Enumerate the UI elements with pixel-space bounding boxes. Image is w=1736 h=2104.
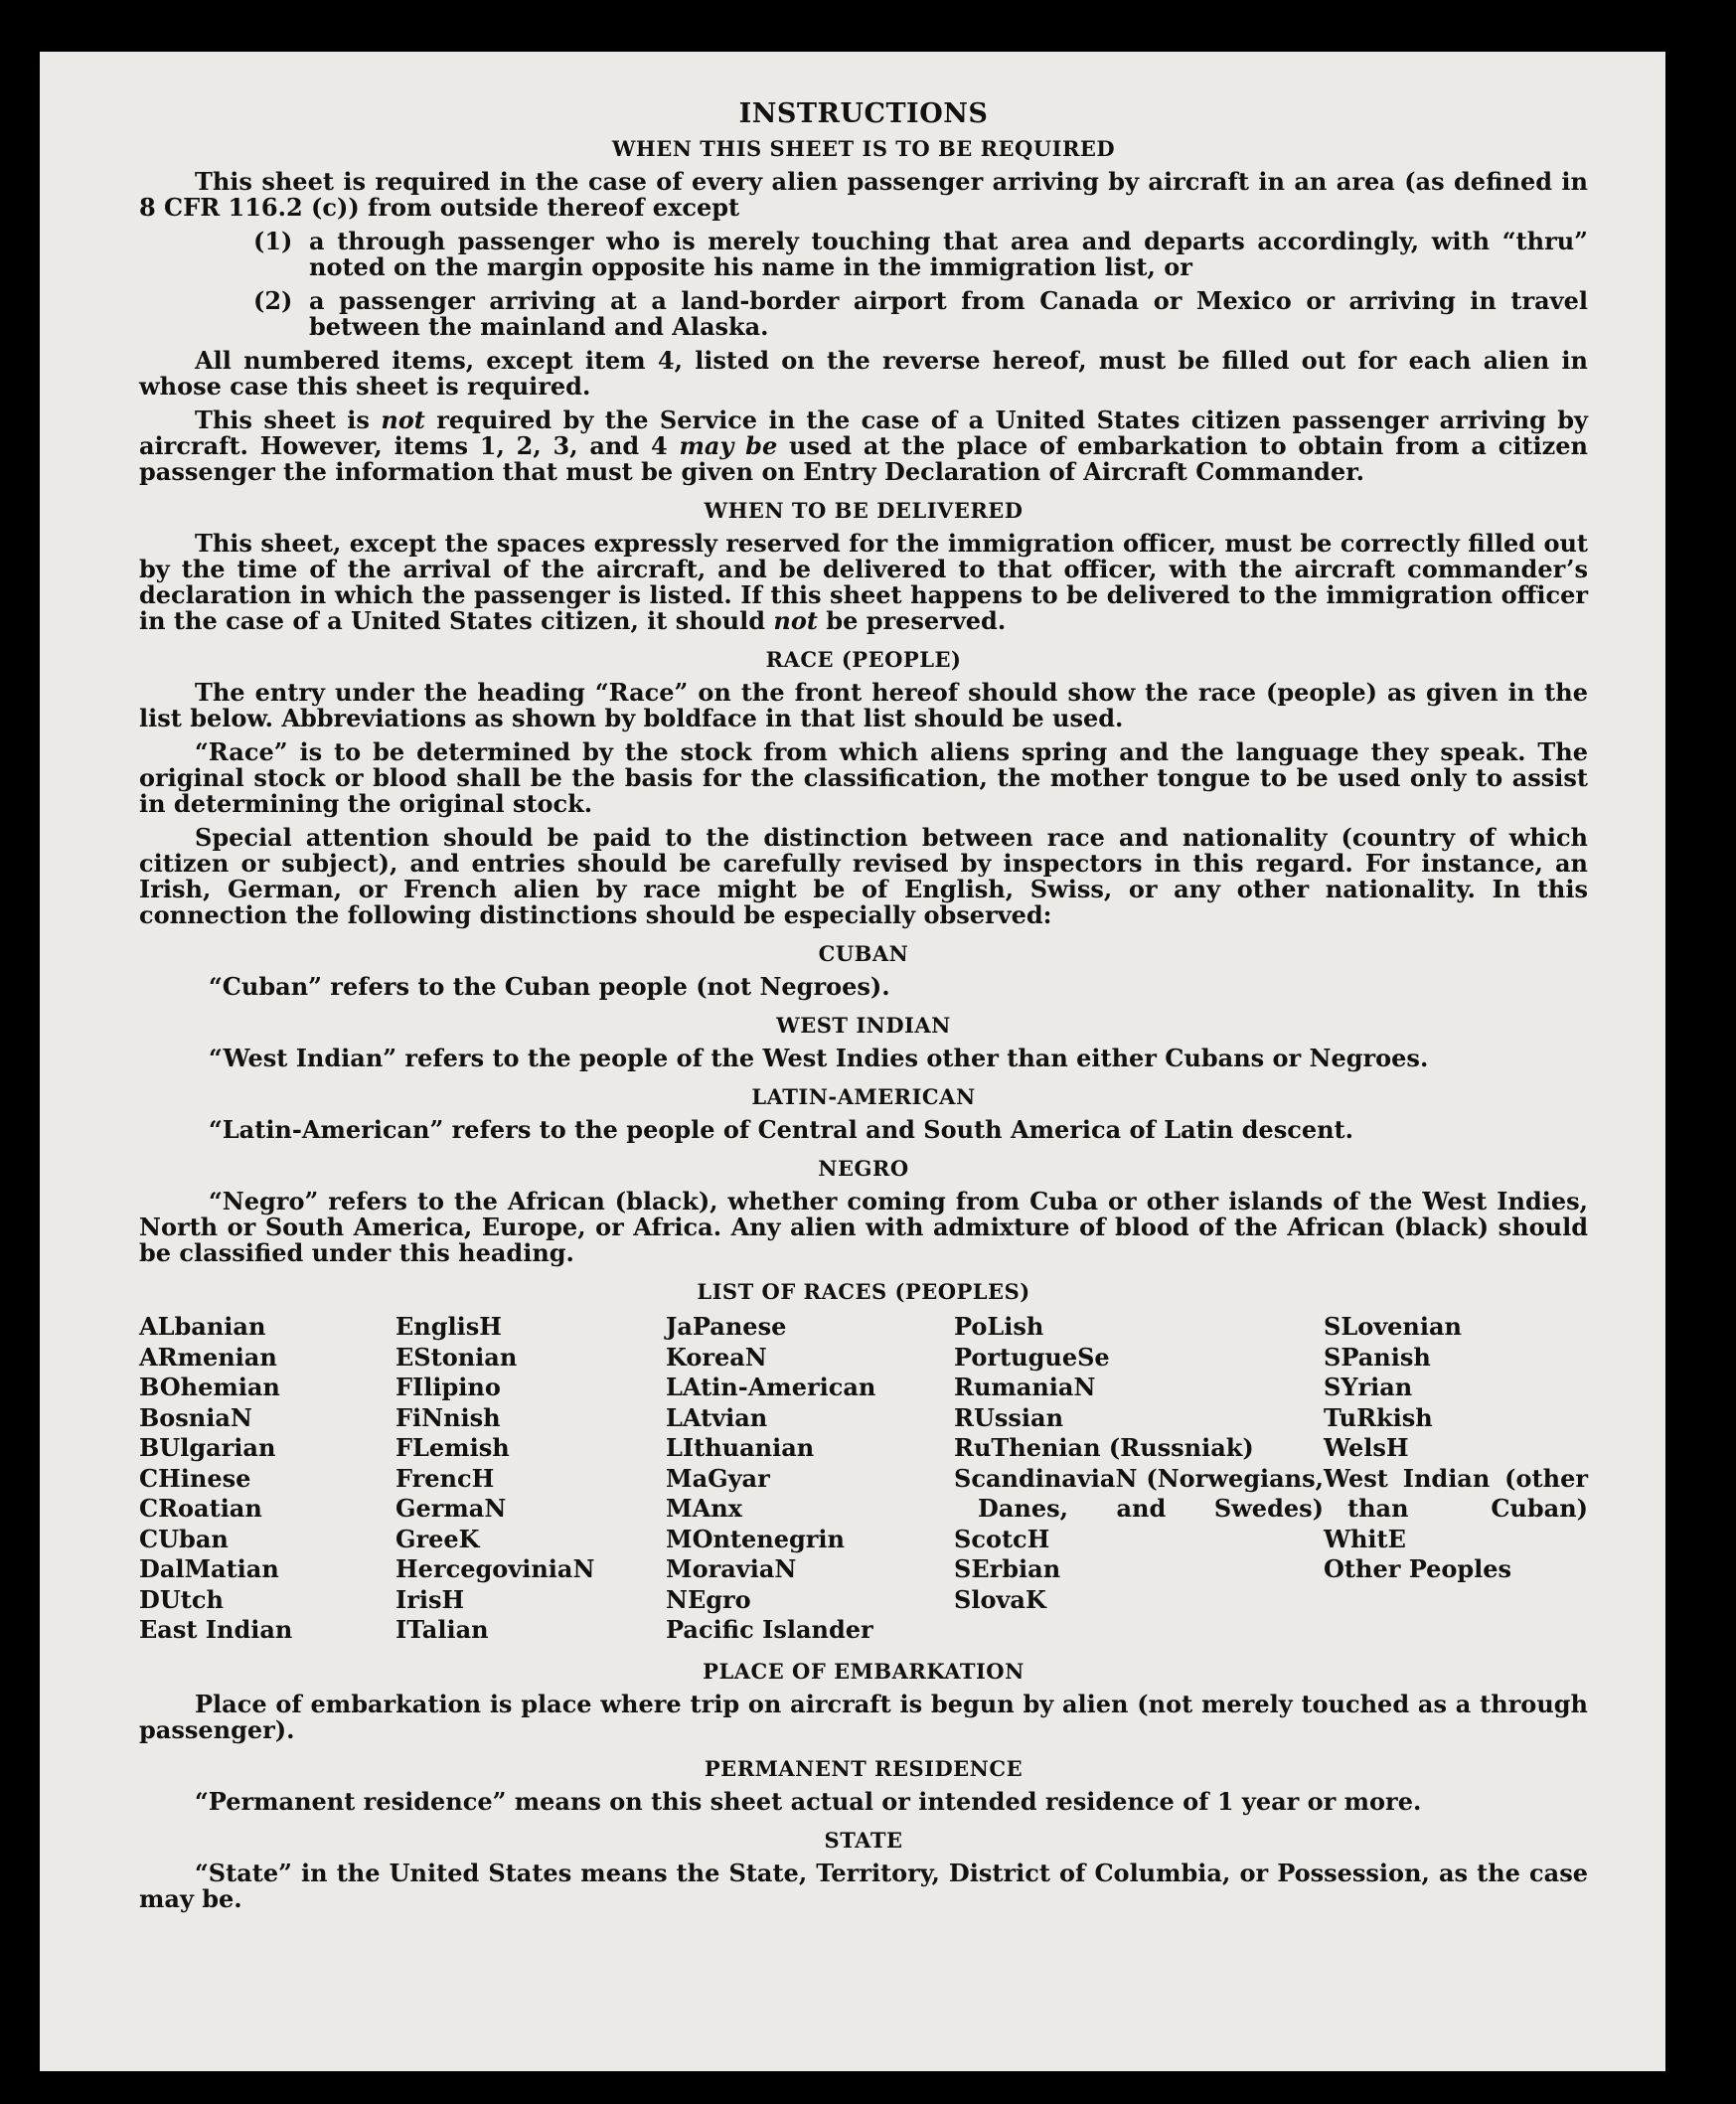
text-run: required by the Service in the case of a United States citizen passenger arriving by aircraft. However, items 1, 2, 3, and 4 [139, 405, 1588, 460]
heading-race: RACE (PEOPLE) [765, 647, 962, 672]
text-run: used at the place of embarkation to obtain from a citizen passenger the information that must be given on Entry Declaration of Aircraft Commander. [139, 431, 1588, 486]
numbered-item-2 [139, 288, 1588, 340]
document-sheet [40, 52, 1665, 2071]
paragraph-latin-american: “Latin-American” refers to the people of Central and South America of Latin descent. [209, 1115, 1353, 1144]
race-list [139, 1312, 1588, 1646]
paragraph-citizen [139, 407, 1588, 485]
paragraph-state: “State” in the United States means the State, Territory, District of Columbia, or Possession, as the case may be. [139, 1858, 1588, 1913]
race-entry: FrencH [395, 1463, 495, 1493]
race-entry: SPanish [1324, 1342, 1431, 1372]
race-entry: RumaniaN [954, 1373, 1096, 1401]
item-text: a passenger arriving at a land-border airport from Canada or Mexico or arriving in travel between the mainland and Alaska. [309, 286, 1588, 341]
race-entry: FiNnish [395, 1402, 501, 1432]
paragraph-cuban: “Cuban” refers to the Cuban people (not Negroes). [209, 972, 890, 1001]
race-entry: East Indian [139, 1615, 293, 1644]
paragraph-embarkation: Place of embarkation is place where trip on aircraft is begun by alien (not merely touched as a through passenger). [139, 1689, 1588, 1744]
race-entry: SErbian [954, 1554, 1061, 1583]
numbered-item-1 [139, 229, 1588, 280]
race-entry: ScandinaviaN (Norwegians, Danes, and Swedes) [954, 1463, 1324, 1523]
race-entry: KoreaN [666, 1342, 767, 1372]
race-entry: JaPanese [666, 1312, 787, 1341]
race-entry: ScotcH [954, 1524, 1050, 1553]
race-entry: ARmenian [139, 1342, 277, 1372]
race-column-1 [139, 1312, 395, 1646]
race-entry: MAnx [666, 1494, 742, 1523]
race-entry: MoraviaN [666, 1554, 797, 1583]
paragraph-numbered-items: All numbered items, except item 4, listed on the reverse hereof, must be filled out for each alien in whose case this sheet is required. [139, 346, 1588, 401]
race-entry: GreeK [395, 1524, 480, 1553]
race-entry: DalMatian [139, 1554, 279, 1583]
race-entry: BUlgarian [139, 1433, 276, 1462]
text-run: This sheet is [195, 405, 382, 434]
race-entry: BosniaN [139, 1402, 252, 1432]
text-run: This sheet, except the spaces expressly reserved for the immigration officer, must be correctly filled out by the time of the arrival of the aircraft, and be delivered to that officer, with the aircraft commander’s declaration in which the passenger is listed. If this sheet happens to be delivered to the immigration officer in the case of a United States citizen, it should [139, 529, 1588, 635]
item-text: a through passenger who is merely touching that area and departs accordingly, with “thru” noted on the margin opposite his name in the immigration list, or [309, 227, 1588, 281]
heading-west-indian: WEST INDIAN [776, 1013, 951, 1038]
heading-negro: NEGRO [818, 1156, 909, 1181]
paragraph-negro: “Negro” refers to the African (black), whether coming from Cuba or other islands of the West Indies, North or South America, Europe, or Africa. Any alien with admixture of blood of the African (black) should be classified under this heading. [139, 1187, 1588, 1267]
race-entry: Other Peoples [1324, 1554, 1512, 1583]
instructions-content [139, 99, 1588, 1920]
paragraph-race-entry: The entry under the heading “Race” on the front hereof should show the race (people) as given in the list below. Abbreviations as shown by boldface in that list should be used. [139, 678, 1588, 732]
paragraph-required: This sheet is required in the case of every alien passenger arriving by aircraft in an area (as defined in 8 CFR 116.2 (c)) from outside thereof except [139, 167, 1588, 222]
race-entry: FIlipino [395, 1373, 501, 1401]
heading-list-of-races: LIST OF RACES (PEOPLES) [697, 1279, 1030, 1304]
heading-embarkation: PLACE OF EMBARKATION [703, 1658, 1025, 1684]
paragraph-race-determined: “Race” is to be determined by the stock from which aliens spring and the language they speak. The original stock or blood shall be the basis for the classification, the mother tongue to be used only to assist in determining the original stock. [139, 737, 1588, 818]
race-entry: SLovenian [1324, 1312, 1462, 1341]
race-entry: CHinese [139, 1463, 251, 1493]
paragraph-permanent-residence: “Permanent residence” means on this sheet actual or intended residence of 1 year or more. [195, 1786, 1422, 1816]
race-entry: SlovaK [954, 1584, 1046, 1614]
emphasis-not: not [381, 405, 425, 434]
race-entry: EnglisH [395, 1312, 502, 1341]
race-entry: LAtvian [666, 1402, 768, 1432]
paragraph-delivered [139, 531, 1588, 634]
race-entry: NEgro [666, 1584, 751, 1614]
page-title: INSTRUCTIONS [738, 98, 989, 129]
race-entry: HercegoviniaN [395, 1554, 595, 1583]
race-entry: ITalian [395, 1615, 489, 1644]
race-column-3 [666, 1312, 954, 1646]
race-entry: LAtin-American [666, 1373, 876, 1401]
race-entry: LIthuanian [666, 1433, 815, 1462]
heading-state: STATE [824, 1827, 903, 1853]
race-column-4 [954, 1312, 1324, 1646]
race-column-5 [1324, 1312, 1588, 1646]
emphasis-may-be: may be [679, 431, 778, 460]
emphasis-not: not [773, 606, 818, 635]
heading-when-delivered: WHEN TO BE DELIVERED [704, 498, 1024, 523]
race-entry: West Indian (other than Cuban) [1324, 1463, 1588, 1523]
race-entry: FLemish [395, 1433, 510, 1462]
paragraph-race-nationality: Special attention should be paid to the distinction between race and nationality (country of which citizen or subject), and entries should be carefully revised by inspectors in this regard. For instance, an Irish, German, or French alien by race might be of English, Swiss, or any other nationality. In this connection the following distinctions should be especially observed: [139, 823, 1588, 929]
race-entry: RUssian [954, 1402, 1064, 1432]
heading-cuban: CUBAN [818, 941, 909, 966]
race-column-2 [395, 1312, 666, 1646]
text-run: be preserved. [817, 606, 1007, 635]
race-entry: WhitE [1324, 1524, 1406, 1553]
race-entry: PortugueSe [954, 1342, 1110, 1372]
heading-permanent-residence: PERMANENT RESIDENCE [704, 1755, 1024, 1781]
race-entry: SYrian [1324, 1373, 1413, 1401]
race-entry: CRoatian [139, 1494, 262, 1523]
race-entry: WelsH [1324, 1433, 1409, 1462]
paragraph-west-indian: “West Indian” refers to the people of the West Indies other than either Cubans or Negroes. [209, 1044, 1429, 1072]
race-entry: MOntenegrin [666, 1524, 845, 1553]
race-entry: IrisH [395, 1584, 465, 1614]
race-entry: BOhemian [139, 1373, 280, 1401]
race-entry: ALbanian [139, 1312, 266, 1341]
race-entry: PoLish [954, 1312, 1044, 1341]
race-entry: GermaN [395, 1494, 507, 1523]
race-entry: DUtch [139, 1584, 224, 1614]
race-entry: EStonian [395, 1342, 518, 1372]
heading-latin-american: LATIN-AMERICAN [751, 1084, 976, 1109]
race-entry: TuRkish [1324, 1402, 1433, 1432]
race-entry: RuThenian (Russniak) [954, 1433, 1254, 1462]
race-entry: CUban [139, 1524, 229, 1553]
item-number: (1) [253, 227, 293, 255]
race-entry: Pacific Islander [666, 1615, 873, 1644]
race-entry: MaGyar [666, 1463, 770, 1493]
item-number: (2) [253, 286, 293, 315]
heading-when-required: WHEN THIS SHEET IS TO BE REQUIRED [611, 136, 1116, 161]
